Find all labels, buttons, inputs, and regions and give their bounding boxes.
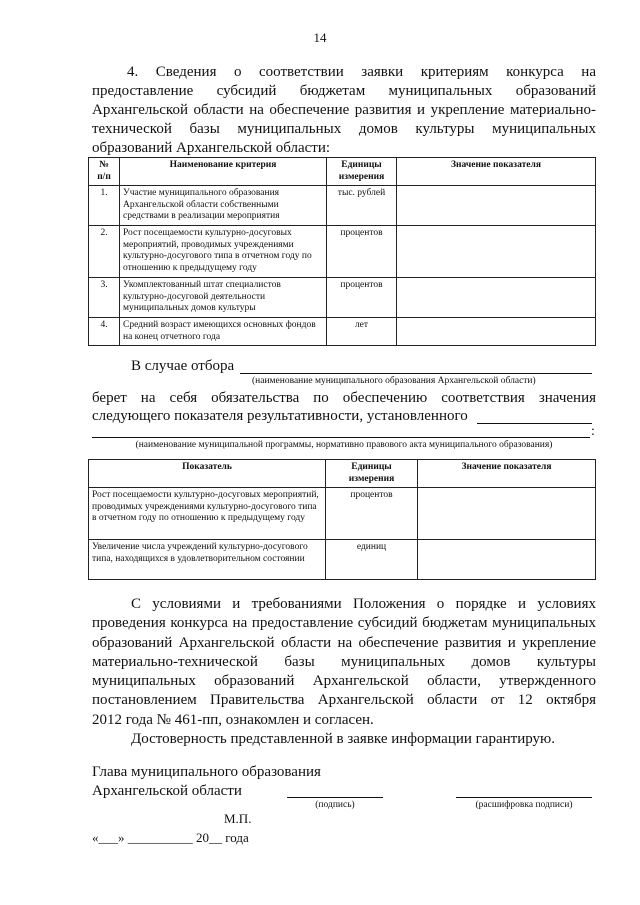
obligation-line: следующего показателя результативности, установленного [92,408,468,424]
municipality-name-field[interactable] [240,373,592,374]
signature-field[interactable] [287,797,383,798]
column-header: Значение показателя [418,460,596,488]
indicator-name: Увеличение числа учреждений культурно-досугового типа, находящихся в удовлетворительном состоянии [89,540,326,580]
column-header: Значение показателя [397,158,596,186]
column-header: № п/п [89,158,120,186]
date-line: «___» __________ 20__ года [92,830,249,845]
criterion-name: Участие муниципального образования Архангельской области собственными средствами в реализации мероприятия [120,186,327,226]
signature-caption: (подпись) [315,800,355,810]
conditions-line: 2012 года № 461-пп, ознакомлен и согласен. [92,711,374,728]
obligation-text [92,389,596,408]
section-4-heading [92,63,596,158]
value-cell[interactable] [397,318,596,346]
row-number: 3. [89,278,120,318]
unit: единиц [326,540,418,580]
indicator-table [88,459,596,580]
value-cell[interactable] [397,278,596,318]
criterion-name: Рост посещаемости культурно-досуговых мероприятий, проводимых учреждениями культурно-досугового типа в отчетном году по отношению к предыдущему году [120,226,327,278]
conditions-line: постановлением Правительства Архангельской области от 12 октября [92,692,596,709]
row-number: 1. [89,186,120,226]
obligation-line: берет на себя обязательства по обеспечению соответствия значения [92,390,596,406]
section-4-line: Архангельской области на обеспечение развития и укрепление материально- [92,102,596,118]
unit: процентов [326,488,418,540]
table-row [89,186,596,226]
table-header-row [89,460,596,488]
municipality-caption: (наименование муниципального образования Архангельской области) [252,376,536,386]
table-row [89,318,596,346]
signature-decode-caption: (расшифровка подписи) [475,800,573,810]
section-4-line: 4. Сведения о соответствии заявки критериям конкурса на [127,64,596,80]
table-row [89,540,596,580]
section-4-line: образований Архангельской области: [92,140,331,156]
program-name-field-2[interactable] [92,437,590,438]
criterion-name: Средний возраст имеющихся основных фондов на конец отчетного года [120,318,327,346]
section-4-line: технической базы муниципальных домов культуры муниципальных [92,121,596,137]
column-header: Единицы измерения [326,460,418,488]
table-row [89,488,596,540]
colon: : [591,424,595,439]
unit: процентов [327,226,397,278]
column-header: Показатель [89,460,326,488]
conditions-line: образований Архангельской области на обеспечение развития и укрепление [92,634,596,651]
page-number: 14 [313,30,327,45]
conditions-line: муниципальных образований Архангельской области, утвержденного [92,673,596,690]
signature-decode-field[interactable] [456,797,592,798]
head-region: Архангельской области [92,783,242,799]
row-number: 2. [89,226,120,278]
column-header: Наименование критерия [120,158,327,186]
head-title: Глава муниципального образования [92,764,321,780]
stamp-place: М.П. [224,811,252,826]
unit: тыс. рублей [327,186,397,226]
value-cell[interactable] [397,226,596,278]
criteria-table [88,157,596,346]
criterion-name: Укомплектованный штат специалистов культурно-досуговой деятельности муниципальных домов культуры [120,278,327,318]
table-row [89,278,596,318]
conditions-line: материально-технической базы муниципальных домов культуры [92,653,596,670]
selection-label: В случае отбора [131,358,235,374]
guarantee-line: Достоверность представленной в заявке информации гарантирую. [131,731,555,748]
column-header: Единицы измерения [327,158,397,186]
indicator-name: Рост посещаемости культурно-досуговых мероприятий, проводимых учреждениями культурно-досугового типа в отчетном году по отношению к предыдущему году [89,488,326,540]
unit: лет [327,318,397,346]
conditions-paragraph [92,595,596,749]
table-row [89,226,596,278]
value-cell[interactable] [397,186,596,226]
value-cell[interactable] [418,488,596,540]
section-4-line: предоставление субсидий бюджетам муниципальных образований [92,83,596,99]
table-header-row [89,158,596,186]
program-name-field-1[interactable] [477,423,592,424]
unit: процентов [327,278,397,318]
conditions-line: С условиями и требованиями Положения о порядке и условиях [131,596,596,612]
value-cell[interactable] [418,540,596,580]
row-number: 4. [89,318,120,346]
conditions-line: проведения конкурса на предоставление субсидий бюджетам муниципальных [92,615,596,632]
program-caption: (наименование муниципальной программы, нормативно правового акта муниципального образования) [135,440,553,450]
